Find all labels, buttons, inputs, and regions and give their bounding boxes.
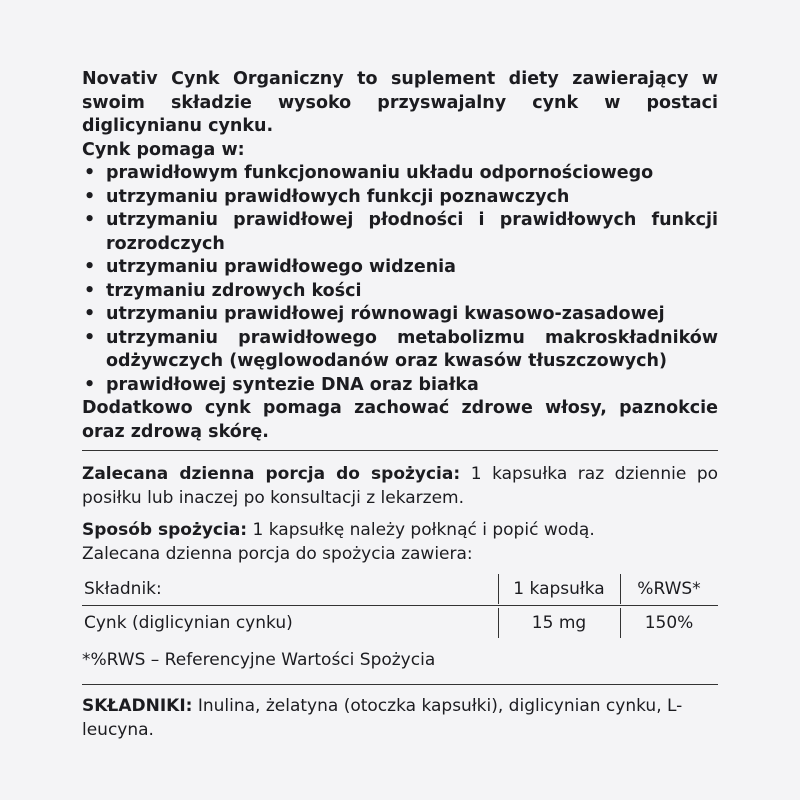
list-item: • prawidłowym funkcjonowaniu układu odpornościowego: [82, 162, 718, 186]
column-header-amount: 1 kapsułka: [513, 579, 605, 599]
ingredients-value: Inulina, żelatyna (otoczka kapsułki), diglicynian cynku, L-leucyna.: [82, 696, 683, 740]
ingredients-label: SKŁADNIKI:: [82, 696, 193, 716]
column-divider: [498, 608, 499, 638]
bullet-icon: •: [84, 327, 96, 348]
bullet-icon: •: [84, 163, 96, 183]
bullet-icon: •: [84, 257, 96, 277]
bullet-icon: •: [84, 374, 96, 395]
dose-label: Zalecana dzienna porcja do spożycia:: [82, 464, 461, 484]
method-label: Sposób spożycia:: [82, 520, 248, 540]
extra-benefits: Dodatkowo cynk pomaga zachować zdrowe włosy, paznokcie oraz zdrową skórę.: [82, 398, 718, 442]
divider: [82, 684, 718, 685]
list-item: • utrzymaniu prawidłowych funkcji poznawczych: [82, 186, 718, 210]
bullet-icon: •: [84, 280, 96, 301]
table-row: [82, 606, 718, 640]
method-info: [82, 518, 718, 542]
nutrition-table: [82, 572, 718, 640]
column-header-ingredient: Składnik:: [84, 579, 162, 599]
column-divider: [620, 608, 621, 638]
table-header-row: [82, 572, 718, 606]
bullet-icon: •: [84, 186, 96, 207]
benefits-heading: Cynk pomaga w:: [82, 139, 245, 160]
list-item: • utrzymaniu prawidłowego metabolizmu makroskładników odżywczych (węglowodanów oraz kwasów tłuszczowych): [84, 327, 718, 371]
list-item: • prawidłowej syntezie DNA oraz białka: [82, 374, 718, 398]
description-section: [82, 68, 718, 444]
column-divider: [498, 574, 499, 604]
contains-caption: Zalecana dzienna porcja do spożycia zawiera:: [82, 544, 473, 564]
list-item: • utrzymaniu prawidłowej płodności i prawidłowych funkcji rozrodczych: [84, 210, 718, 254]
method-value: 1 kapsułkę należy połknąć i popić wodą.: [252, 520, 595, 540]
list-item: • utrzymaniu prawidłowej równowagi kwasowo-zasadowej: [82, 303, 718, 327]
list-item: • utrzymaniu prawidłowego widzenia: [82, 256, 718, 280]
dose-info: [82, 462, 718, 510]
ingredients-section: [82, 694, 718, 742]
benefits-list: [82, 162, 718, 397]
ingredient-cell: Cynk (diglicynian cynku): [84, 613, 293, 633]
bullet-icon: •: [84, 304, 96, 324]
footnote: *%RWS – Referencyjne Wartości Spożycia: [82, 650, 436, 670]
column-header-rws: %RWS*: [637, 579, 701, 599]
list-item: • trzymaniu zdrowych kości: [82, 280, 718, 304]
rws-cell: 150%: [644, 613, 694, 633]
dose-value: 1 kapsułka raz dziennie po posiłku lub inaczej po konsultacji z lekarzem.: [82, 464, 719, 508]
usage-section: [82, 462, 718, 566]
bullet-icon: •: [84, 210, 96, 230]
column-divider: [620, 574, 621, 604]
product-description: Novativ Cynk Organiczny to suplement diety zawierający w swoim składzie wysoko przyswajalny cynk w postaci diglicynianu cynku.: [82, 69, 718, 136]
divider: [82, 450, 718, 451]
amount-cell: 15 mg: [531, 613, 587, 633]
